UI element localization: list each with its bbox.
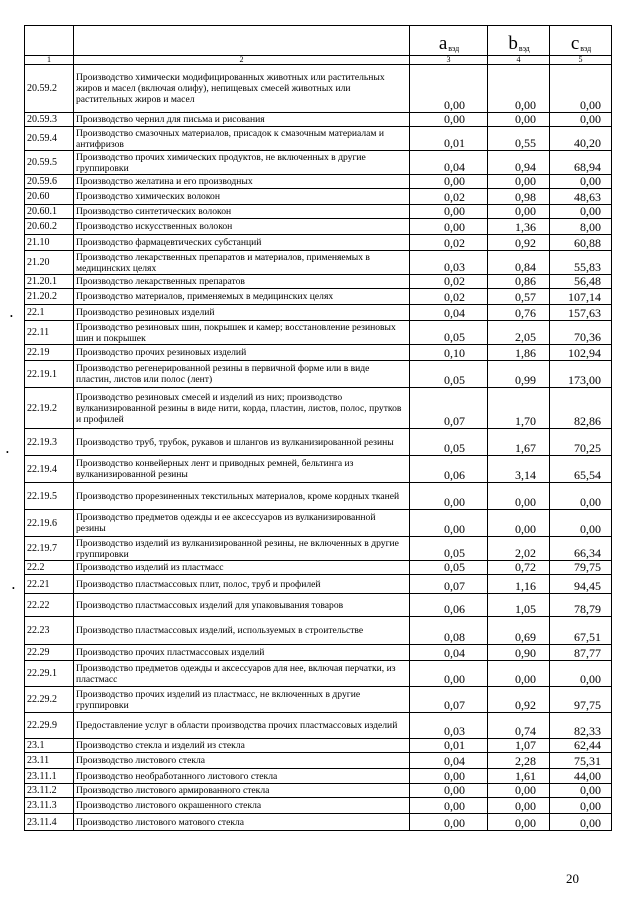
coefficient-b-cell: 0,00 bbox=[488, 205, 550, 219]
okved-code-cell: 20.59.3 bbox=[25, 113, 74, 127]
okved-code-cell: 22.19.5 bbox=[25, 483, 74, 510]
coefficient-c-cell: 97,75 bbox=[550, 687, 612, 713]
table-row bbox=[25, 510, 612, 537]
coefficient-a-cell: 0,05 bbox=[410, 429, 488, 456]
table-row bbox=[25, 251, 612, 275]
activity-name-cell: Производство резиновых шин, покрышек и камер; восстановление резиновых шин и покрышек bbox=[74, 321, 410, 345]
coefficient-a-cell: 0,08 bbox=[410, 617, 488, 645]
coefficient-c-cell: 48,63 bbox=[550, 189, 612, 205]
activity-name-cell: Производство необработанного листового стекла bbox=[74, 769, 410, 784]
table-row bbox=[25, 575, 612, 594]
column-number: 5 bbox=[550, 56, 612, 65]
coefficient-c-cell: 70,25 bbox=[550, 429, 612, 456]
activity-name-cell: Производство лекарственных препаратов bbox=[74, 275, 410, 289]
coefficient-b-cell: 0,99 bbox=[488, 361, 550, 388]
activity-name-cell: Производство химически модифицированных животных или растительных жиров и масел (включая олифу), непищевых смесей животных или растительных жиров и масел bbox=[74, 65, 410, 113]
table-row bbox=[25, 151, 612, 175]
activity-name-cell: Производство изделий из вулканизированной резины, не включенных в другие группировки bbox=[74, 537, 410, 561]
table-row bbox=[25, 798, 612, 814]
okved-code-cell: 22.19.7 bbox=[25, 537, 74, 561]
coefficients-table bbox=[24, 25, 612, 831]
okved-code-cell: 22.22 bbox=[25, 594, 74, 617]
coefficient-b-cell: 2,02 bbox=[488, 537, 550, 561]
okved-code-cell: 20.60 bbox=[25, 189, 74, 205]
coefficient-a-cell: 0,07 bbox=[410, 687, 488, 713]
okved-code-cell: 20.59.2 bbox=[25, 65, 74, 113]
coefficient-c-cell: 102,94 bbox=[550, 345, 612, 361]
okved-code-cell: 22.19.4 bbox=[25, 456, 74, 483]
coefficient-c-cell: 60,88 bbox=[550, 235, 612, 251]
coefficient-a-cell: 0,00 bbox=[410, 65, 488, 113]
okved-code-cell: 20.59.6 bbox=[25, 175, 74, 189]
coefficient-c-cell: 82,33 bbox=[550, 713, 612, 739]
table-row bbox=[25, 645, 612, 661]
okved-code-cell: 20.59.5 bbox=[25, 151, 74, 175]
coefficient-b-cell: 0,00 bbox=[488, 65, 550, 113]
activity-name-cell: Производство листового армированного стекла bbox=[74, 784, 410, 798]
activity-name-cell: Производство смазочных материалов, присадок к смазочным материалам и антифризов bbox=[74, 127, 410, 151]
table-row bbox=[25, 713, 612, 739]
coefficient-c-cell: 0,00 bbox=[550, 483, 612, 510]
table-row bbox=[25, 219, 612, 235]
table-row bbox=[25, 321, 612, 345]
table-row bbox=[25, 305, 612, 321]
activity-name-cell: Производство прочих химических продуктов, не включенных в другие группировки bbox=[74, 151, 410, 175]
coefficient-c-cell: 8,00 bbox=[550, 219, 612, 235]
coefficient-c-cell: 82,86 bbox=[550, 388, 612, 429]
table-row bbox=[25, 189, 612, 205]
header-col-b: $b_{вэд}$ bbox=[488, 26, 550, 56]
column-number-row bbox=[25, 56, 612, 65]
coefficient-a-cell: 0,05 bbox=[410, 361, 488, 388]
coefficient-b-cell: 0,00 bbox=[488, 113, 550, 127]
okved-code-cell: 22.1 bbox=[25, 305, 74, 321]
coefficient-b-cell: 0,90 bbox=[488, 645, 550, 661]
coefficient-a-cell: 0,00 bbox=[410, 175, 488, 189]
header-code-cell bbox=[25, 26, 74, 56]
okved-code-cell: 22.23 bbox=[25, 617, 74, 645]
activity-name-cell: Производство стекла и изделий из стекла bbox=[74, 739, 410, 753]
coefficient-a-cell: 0,02 bbox=[410, 189, 488, 205]
activity-name-cell: Производство предметов одежды и ее аксессуаров из вулканизированной резины bbox=[74, 510, 410, 537]
table-row bbox=[25, 483, 612, 510]
activity-name-cell: Производство прорезиненных текстильных материалов, кроме кордных тканей bbox=[74, 483, 410, 510]
coefficient-b-cell: 0,00 bbox=[488, 814, 550, 831]
coefficient-b-cell: 0,00 bbox=[488, 175, 550, 189]
table-row bbox=[25, 814, 612, 831]
coefficient-b-cell: 0,69 bbox=[488, 617, 550, 645]
margin-mark: • bbox=[12, 584, 15, 593]
activity-name-cell: Производство труб, трубок, рукавов и шлангов из вулканизированной резины bbox=[74, 429, 410, 456]
activity-name-cell: Производство листового матового стекла bbox=[74, 814, 410, 831]
coefficient-a-cell: 0,06 bbox=[410, 456, 488, 483]
okved-code-cell: 22.11 bbox=[25, 321, 74, 345]
coefficient-a-cell: 0,01 bbox=[410, 739, 488, 753]
coefficient-b-cell: 3,14 bbox=[488, 456, 550, 483]
okved-code-cell: 23.1 bbox=[25, 739, 74, 753]
okved-code-cell: 22.2 bbox=[25, 561, 74, 575]
table-row bbox=[25, 361, 612, 388]
coefficient-c-cell: 0,00 bbox=[550, 113, 612, 127]
table-row bbox=[25, 205, 612, 219]
table-row bbox=[25, 388, 612, 429]
coefficient-b-cell: 0,84 bbox=[488, 251, 550, 275]
coefficient-c-cell: 157,63 bbox=[550, 305, 612, 321]
table-row bbox=[25, 561, 612, 575]
coefficient-b-cell: 1,70 bbox=[488, 388, 550, 429]
okved-code-cell: 23.11 bbox=[25, 753, 74, 769]
coefficient-a-cell: 0,01 bbox=[410, 127, 488, 151]
table-row bbox=[25, 127, 612, 151]
coefficient-b-cell: 0,00 bbox=[488, 798, 550, 814]
coefficient-c-cell: 65,54 bbox=[550, 456, 612, 483]
okved-code-cell: 23.11.1 bbox=[25, 769, 74, 784]
okved-code-cell: 23.11.3 bbox=[25, 798, 74, 814]
coefficient-a-cell: 0,07 bbox=[410, 575, 488, 594]
coefficient-c-cell: 0,00 bbox=[550, 510, 612, 537]
activity-name-cell: Производство пластмассовых изделий для упаковывания товаров bbox=[74, 594, 410, 617]
coefficient-a-cell: 0,00 bbox=[410, 661, 488, 687]
table-row bbox=[25, 769, 612, 784]
activity-name-cell: Производство листового окрашенного стекла bbox=[74, 798, 410, 814]
coefficient-a-cell: 0,03 bbox=[410, 713, 488, 739]
table-row bbox=[25, 429, 612, 456]
coefficient-b-cell: 0,92 bbox=[488, 235, 550, 251]
table-row bbox=[25, 235, 612, 251]
table-row bbox=[25, 345, 612, 361]
header-col-c: $c_{вэд}$ bbox=[550, 26, 612, 56]
coefficient-c-cell: 87,77 bbox=[550, 645, 612, 661]
table-row bbox=[25, 753, 612, 769]
coefficient-c-cell: 68,94 bbox=[550, 151, 612, 175]
coefficient-b-cell: 1,67 bbox=[488, 429, 550, 456]
coefficient-c-cell: 79,75 bbox=[550, 561, 612, 575]
coefficient-a-cell: 0,07 bbox=[410, 388, 488, 429]
coefficient-a-cell: 0,04 bbox=[410, 753, 488, 769]
table-row bbox=[25, 661, 612, 687]
coefficient-c-cell: 70,36 bbox=[550, 321, 612, 345]
coefficient-c-cell: 173,00 bbox=[550, 361, 612, 388]
coefficient-a-cell: 0,02 bbox=[410, 235, 488, 251]
coefficient-c-cell: 0,00 bbox=[550, 175, 612, 189]
okved-code-cell: 22.19.2 bbox=[25, 388, 74, 429]
table-row bbox=[25, 617, 612, 645]
table-row bbox=[25, 275, 612, 289]
activity-name-cell: Производство химических волокон bbox=[74, 189, 410, 205]
coefficient-a-cell: 0,00 bbox=[410, 769, 488, 784]
okved-code-cell: 22.21 bbox=[25, 575, 74, 594]
okved-code-cell: 22.19.6 bbox=[25, 510, 74, 537]
coefficient-a-cell: 0,00 bbox=[410, 510, 488, 537]
coefficient-b-cell: 0,92 bbox=[488, 687, 550, 713]
coefficient-b-cell: 1,07 bbox=[488, 739, 550, 753]
coefficient-b-cell: 0,86 bbox=[488, 275, 550, 289]
coefficient-b-cell: 0,00 bbox=[488, 510, 550, 537]
activity-name-cell: Производство фармацевтических субстанций bbox=[74, 235, 410, 251]
coefficient-c-cell: 66,34 bbox=[550, 537, 612, 561]
okved-code-cell: 21.20 bbox=[25, 251, 74, 275]
activity-name-cell: Производство изделий из пластмасс bbox=[74, 561, 410, 575]
okved-code-cell: 21.10 bbox=[25, 235, 74, 251]
coefficient-b-cell: 1,61 bbox=[488, 769, 550, 784]
table-row bbox=[25, 784, 612, 798]
okved-code-cell: 22.29.9 bbox=[25, 713, 74, 739]
coefficient-a-cell: 0,00 bbox=[410, 219, 488, 235]
activity-name-cell: Производство регенерированной резины в первичной форме или в виде пластин, листов или полос (лент) bbox=[74, 361, 410, 388]
okved-code-cell: 23.11.2 bbox=[25, 784, 74, 798]
okved-code-cell: 22.29 bbox=[25, 645, 74, 661]
coefficient-a-cell: 0,04 bbox=[410, 305, 488, 321]
column-number: 3 bbox=[410, 56, 488, 65]
coefficient-c-cell: 44,00 bbox=[550, 769, 612, 784]
coefficient-a-cell: 0,05 bbox=[410, 321, 488, 345]
coefficient-b-cell: 2,28 bbox=[488, 753, 550, 769]
coefficient-a-cell: 0,00 bbox=[410, 798, 488, 814]
coefficient-b-cell: 0,55 bbox=[488, 127, 550, 151]
coefficient-c-cell: 0,00 bbox=[550, 205, 612, 219]
coefficient-b-cell: 1,36 bbox=[488, 219, 550, 235]
coefficient-c-cell: 0,00 bbox=[550, 814, 612, 831]
coefficient-c-cell: 107,14 bbox=[550, 289, 612, 305]
okved-code-cell: 20.59.4 bbox=[25, 127, 74, 151]
coefficient-a-cell: 0,03 bbox=[410, 251, 488, 275]
coefficient-a-cell: 0,04 bbox=[410, 645, 488, 661]
coefficient-c-cell: 0,00 bbox=[550, 798, 612, 814]
coefficient-b-cell: 1,16 bbox=[488, 575, 550, 594]
coefficient-a-cell: 0,04 bbox=[410, 151, 488, 175]
coefficient-a-cell: 0,05 bbox=[410, 561, 488, 575]
activity-name-cell: Производство предметов одежды и аксессуаров для нее, включая перчатки, из пластмасс bbox=[74, 661, 410, 687]
activity-name-cell: Производство прочих резиновых изделий bbox=[74, 345, 410, 361]
coefficient-c-cell: 0,00 bbox=[550, 661, 612, 687]
table-row bbox=[25, 456, 612, 483]
table-row bbox=[25, 739, 612, 753]
margin-mark: • bbox=[6, 448, 9, 457]
coefficient-c-cell: 78,79 bbox=[550, 594, 612, 617]
activity-name-cell: Производство чернил для письма и рисования bbox=[74, 113, 410, 127]
table-row bbox=[25, 289, 612, 305]
margin-mark: • bbox=[10, 312, 13, 321]
table-row bbox=[25, 594, 612, 617]
activity-name-cell: Производство пластмассовых плит, полос, труб и профилей bbox=[74, 575, 410, 594]
coefficient-a-cell: 0,10 bbox=[410, 345, 488, 361]
activity-name-cell: Производство прочих пластмассовых изделий bbox=[74, 645, 410, 661]
column-number: 1 bbox=[25, 56, 74, 65]
coefficient-a-cell: 0,00 bbox=[410, 814, 488, 831]
page-number: 20 bbox=[566, 871, 579, 886]
table-row bbox=[25, 537, 612, 561]
coefficient-b-cell: 0,00 bbox=[488, 661, 550, 687]
coefficient-b-cell: 0,76 bbox=[488, 305, 550, 321]
okved-code-cell: 23.11.4 bbox=[25, 814, 74, 831]
coefficient-c-cell: 40,20 bbox=[550, 127, 612, 151]
table-row bbox=[25, 65, 612, 113]
activity-name-cell: Производство прочих изделий из пластмасс, не включенных в другие группировки bbox=[74, 687, 410, 713]
okved-code-cell: 22.19 bbox=[25, 345, 74, 361]
coefficient-b-cell: 0,00 bbox=[488, 483, 550, 510]
coefficient-a-cell: 0,00 bbox=[410, 205, 488, 219]
okved-code-cell: 22.19.1 bbox=[25, 361, 74, 388]
coefficient-a-cell: 0,06 bbox=[410, 594, 488, 617]
table-row bbox=[25, 687, 612, 713]
coefficient-b-cell: 0,98 bbox=[488, 189, 550, 205]
activity-name-cell: Предоставление услуг в области производства прочих пластмассовых изделий bbox=[74, 713, 410, 739]
coefficient-c-cell: 67,51 bbox=[550, 617, 612, 645]
activity-name-cell: Производство искусственных волокон bbox=[74, 219, 410, 235]
coefficient-b-cell: 2,05 bbox=[488, 321, 550, 345]
okved-code-cell: 20.60.2 bbox=[25, 219, 74, 235]
coefficient-b-cell: 0,57 bbox=[488, 289, 550, 305]
coefficient-b-cell: 0,00 bbox=[488, 784, 550, 798]
coefficient-c-cell: 56,48 bbox=[550, 275, 612, 289]
activity-name-cell: Производство лекарственных препаратов и материалов, применяемых в медицинских целях bbox=[74, 251, 410, 275]
table-row bbox=[25, 175, 612, 189]
header-name-cell bbox=[74, 26, 410, 56]
coefficient-b-cell: 1,86 bbox=[488, 345, 550, 361]
coefficient-b-cell: 0,72 bbox=[488, 561, 550, 575]
activity-name-cell: Производство желатина и его производных bbox=[74, 175, 410, 189]
column-number: 2 bbox=[74, 56, 410, 65]
coefficient-a-cell: 0,02 bbox=[410, 275, 488, 289]
coefficient-c-cell: 0,00 bbox=[550, 65, 612, 113]
coefficient-a-cell: 0,00 bbox=[410, 784, 488, 798]
activity-name-cell: Производство резиновых смесей и изделий из них; производство вулканизированной резины в виде нити, корда, пластин, листов, полос, прутков и профилей bbox=[74, 388, 410, 429]
okved-code-cell: 20.60.1 bbox=[25, 205, 74, 219]
coefficient-b-cell: 0,94 bbox=[488, 151, 550, 175]
header-col-a: $a_{вэд}$ bbox=[410, 26, 488, 56]
okved-code-cell: 22.29.2 bbox=[25, 687, 74, 713]
coefficient-a-cell: 0,05 bbox=[410, 537, 488, 561]
coefficient-c-cell: 0,00 bbox=[550, 784, 612, 798]
coefficient-a-cell: 0,02 bbox=[410, 289, 488, 305]
activity-name-cell: Производство синтетических волокон bbox=[74, 205, 410, 219]
okved-code-cell: 22.29.1 bbox=[25, 661, 74, 687]
coefficient-c-cell: 75,31 bbox=[550, 753, 612, 769]
coefficient-c-cell: 55,83 bbox=[550, 251, 612, 275]
activity-name-cell: Производство материалов, применяемых в медицинских целях bbox=[74, 289, 410, 305]
activity-name-cell: Производство листового стекла bbox=[74, 753, 410, 769]
activity-name-cell: Производство резиновых изделий bbox=[74, 305, 410, 321]
activity-name-cell: Производство конвейерных лент и приводных ремней, бельтинга из вулканизированной резины bbox=[74, 456, 410, 483]
activity-name-cell: Производство пластмассовых изделий, используемых в строительстве bbox=[74, 617, 410, 645]
coefficient-b-cell: 0,74 bbox=[488, 713, 550, 739]
coefficient-c-cell: 94,45 bbox=[550, 575, 612, 594]
header-row bbox=[25, 26, 612, 56]
okved-code-cell: 21.20.1 bbox=[25, 275, 74, 289]
okved-code-cell: 21.20.2 bbox=[25, 289, 74, 305]
table-row bbox=[25, 113, 612, 127]
okved-code-cell: 22.19.3 bbox=[25, 429, 74, 456]
coefficient-a-cell: 0,00 bbox=[410, 113, 488, 127]
coefficient-a-cell: 0,00 bbox=[410, 483, 488, 510]
column-number: 4 bbox=[488, 56, 550, 65]
coefficient-b-cell: 1,05 bbox=[488, 594, 550, 617]
coefficient-c-cell: 62,44 bbox=[550, 739, 612, 753]
